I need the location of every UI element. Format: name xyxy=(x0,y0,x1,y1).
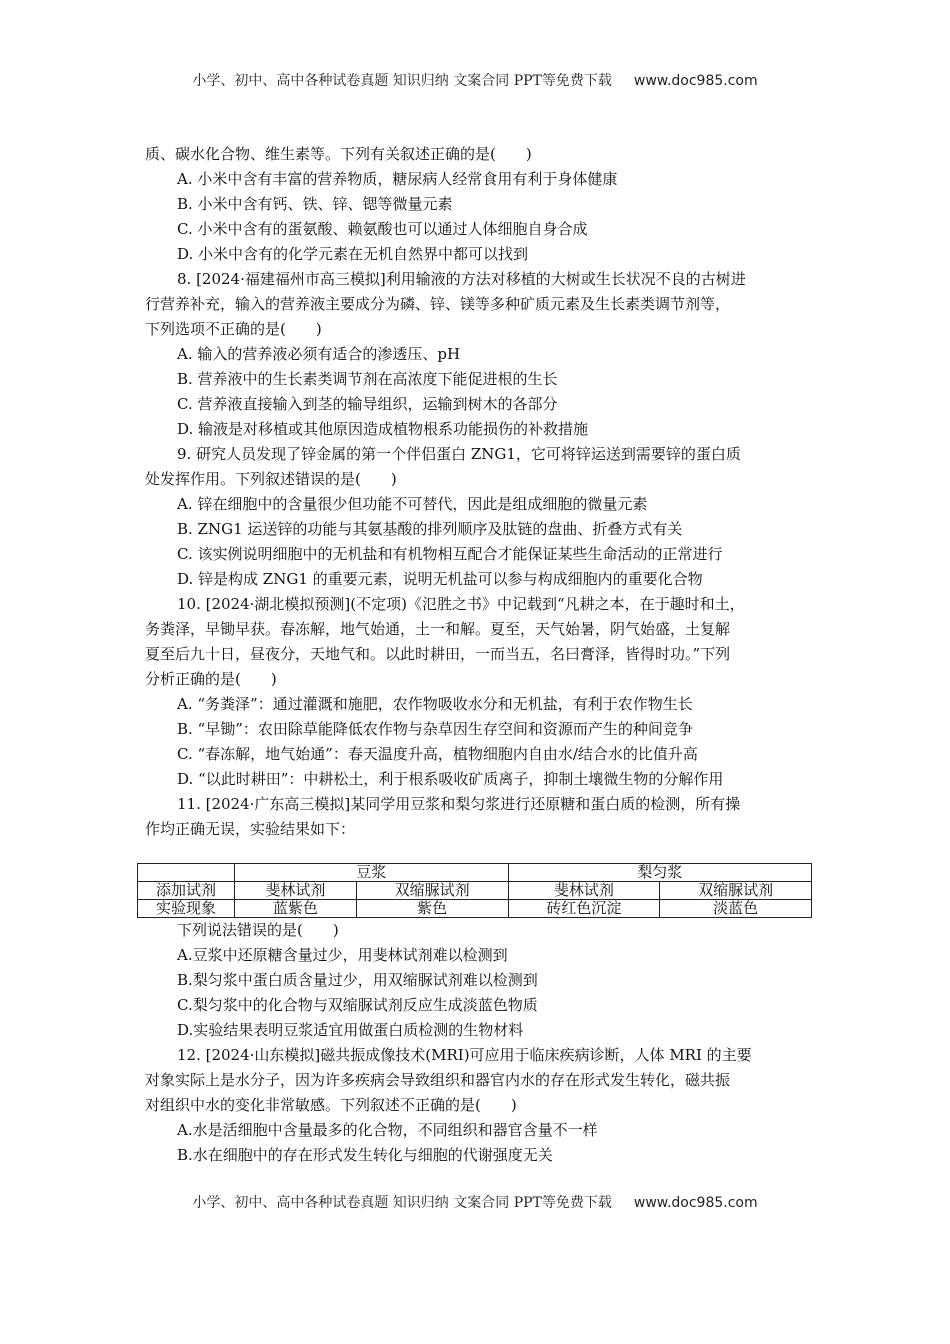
table-cell: 斐林试剂 xyxy=(235,882,357,900)
table-cell: 斐林试剂 xyxy=(508,882,660,900)
table-cell: 蓝紫色 xyxy=(235,900,357,918)
text-line: C. 该实例说明细胞中的无机盐和有机物相互配合才能保证某些生命活动的正常进行 xyxy=(177,545,723,563)
text-line: B. 营养液中的生长素类调节剂在高浓度下能促进根的生长 xyxy=(177,370,558,388)
row-label-reagent: 添加试剂 xyxy=(138,882,235,900)
question-block-2 xyxy=(145,918,815,1168)
group-header-soy: 豆浆 xyxy=(235,864,509,882)
text-line: B. ZNG1 运送锌的功能与其氨基酸的排列顺序及肽链的盘曲、折叠方式有关 xyxy=(177,520,683,538)
text-line: 处发挥作用。下列叙述错误的是( ) xyxy=(145,470,397,488)
text-line: B.梨匀浆中蛋白质含量过少，用双缩脲试剂难以检测到 xyxy=(177,971,538,989)
table-corner xyxy=(138,864,235,882)
text-line: 9. 研究人员发现了锌金属的第一个伴侣蛋白 ZNG1，它可将锌运送到需要锌的蛋白质 xyxy=(177,445,741,463)
page-header xyxy=(0,70,950,90)
text-line: D.实验结果表明豆浆适宜用做蛋白质检测的生物材料 xyxy=(177,1021,524,1039)
page-footer xyxy=(0,1192,950,1212)
text-line: B. “早锄”：农田除草能降低农作物与杂草因生存空间和资源而产生的种间竞争 xyxy=(177,720,693,738)
footer-url[interactable]: www.doc985.com xyxy=(633,1195,758,1211)
text-line: 行营养补充，输入的营养液主要成分为磷、锌、镁等多种矿质元素及生长素类调节剂等， xyxy=(145,295,731,313)
text-line: 质、碳水化合物、维生素等。下列有关叙述正确的是( ) xyxy=(145,145,532,163)
footer-text: 小学、初中、高中各种试卷真题 知识归纳 文案合同 PPT等免费下载 xyxy=(192,1195,612,1211)
text-line: B.水在细胞中的存在形式发生转化与细胞的代谢强度无关 xyxy=(177,1146,553,1164)
table-cell: 砖红色沉淀 xyxy=(508,900,660,918)
text-line: 11. [2024·广东高三模拟]某同学用豆浆和梨匀浆进行还原糖和蛋白质的检测，所有操 xyxy=(177,795,741,813)
text-line: A.水是活细胞中含量最多的化合物，不同组织和器官含量不一样 xyxy=(177,1121,598,1139)
group-header-pear: 梨匀浆 xyxy=(508,864,811,882)
table-cell: 淡蓝色 xyxy=(660,900,812,918)
text-line: 作均正确无误，实验结果如下： xyxy=(145,820,356,838)
table-cell: 双缩脲试剂 xyxy=(356,882,508,900)
document-body xyxy=(145,142,815,1168)
text-line: C. 小米中含有的蛋氨酸、赖氨酸也可以通过人体细胞自身合成 xyxy=(177,220,588,238)
results-table xyxy=(137,863,812,918)
text-line: A. “务粪泽”：通过灌溉和施肥，农作物吸收水分和无机盐，有利于农作物生长 xyxy=(177,695,693,713)
text-line: C. “春冻解，地气始通”：春天温度升高，植物细胞内自由水/结合水的比值升高 xyxy=(177,745,698,763)
text-line: B. 小米中含有钙、铁、锌、锶等微量元素 xyxy=(177,195,453,213)
text-line: 对象实际上是水分子，因为许多疾病会导致组织和器官内水的存在形式发生转化，磁共振 xyxy=(145,1071,731,1089)
text-line: 下列选项不正确的是( ) xyxy=(145,320,322,338)
text-line: C. 营养液直接输入到茎的输导组织，运输到树木的各部分 xyxy=(177,395,558,413)
text-line: D. 锌是构成 ZNG1 的重要元素，说明无机盐可以参与构成细胞内的重要化合物 xyxy=(177,570,703,588)
text-line: 对组织中水的变化非常敏感。下列叙述不正确的是( ) xyxy=(145,1096,517,1114)
text-line: A. 锌在细胞中的含量很少但功能不可替代，因此是组成细胞的微量元素 xyxy=(177,495,648,513)
row-label-result: 实验现象 xyxy=(138,900,235,918)
text-line: A. 小米中含有丰富的营养物质，糖尿病人经常食用有利于身体健康 xyxy=(177,170,618,188)
text-line: 分析正确的是( ) xyxy=(145,670,277,688)
text-line: A.豆浆中还原糖含量过少，用斐林试剂难以检测到 xyxy=(177,946,508,964)
text-line: 12. [2024·山东模拟]磁共振成像技术(MRI)可应用于临床疾病诊断，人体 MRI 的主要 xyxy=(177,1046,752,1064)
text-line: D. 小米中含有的化学元素在无机自然界中都可以找到 xyxy=(177,245,529,263)
table-cell: 双缩脲试剂 xyxy=(660,882,812,900)
text-line: D. “以此时耕田”：中耕松土，利于根系吸收矿质离子，抑制土壤微生物的分解作用 xyxy=(177,770,724,788)
text-line: 10. [2024·湖北模拟预测](不定项)《氾胜之书》中记载到“凡耕之本，在于趣时和土， xyxy=(177,595,745,613)
question-block-1 xyxy=(145,142,815,842)
text-line: D. 输液是对移植或其他原因造成植物根系功能损伤的补救措施 xyxy=(177,420,589,438)
table-cell: 紫色 xyxy=(356,900,508,918)
text-line: 下列说法错误的是( ) xyxy=(177,921,339,939)
header-url[interactable]: www.doc985.com xyxy=(633,73,758,89)
text-line: A. 输入的营养液必须有适合的渗透压、pH xyxy=(177,345,461,363)
text-line: C.梨匀浆中的化合物与双缩脲试剂反应生成淡蓝色物质 xyxy=(177,996,538,1014)
header-text: 小学、初中、高中各种试卷真题 知识归纳 文案合同 PPT等免费下载 xyxy=(192,73,612,89)
text-line: 8. [2024·福建福州市高三模拟]利用输液的方法对移植的大树或生长状况不良的古树进 xyxy=(177,270,746,288)
text-line: 务粪泽，早锄早获。春冻解，地气始通，土一和解。夏至，天气始暑，阴气始盛，土复解 xyxy=(145,620,731,638)
text-line: 夏至后九十日，昼夜分，天地气和。以此时耕田，一而当五，名曰膏泽，皆得时功。”下列 xyxy=(145,645,731,663)
